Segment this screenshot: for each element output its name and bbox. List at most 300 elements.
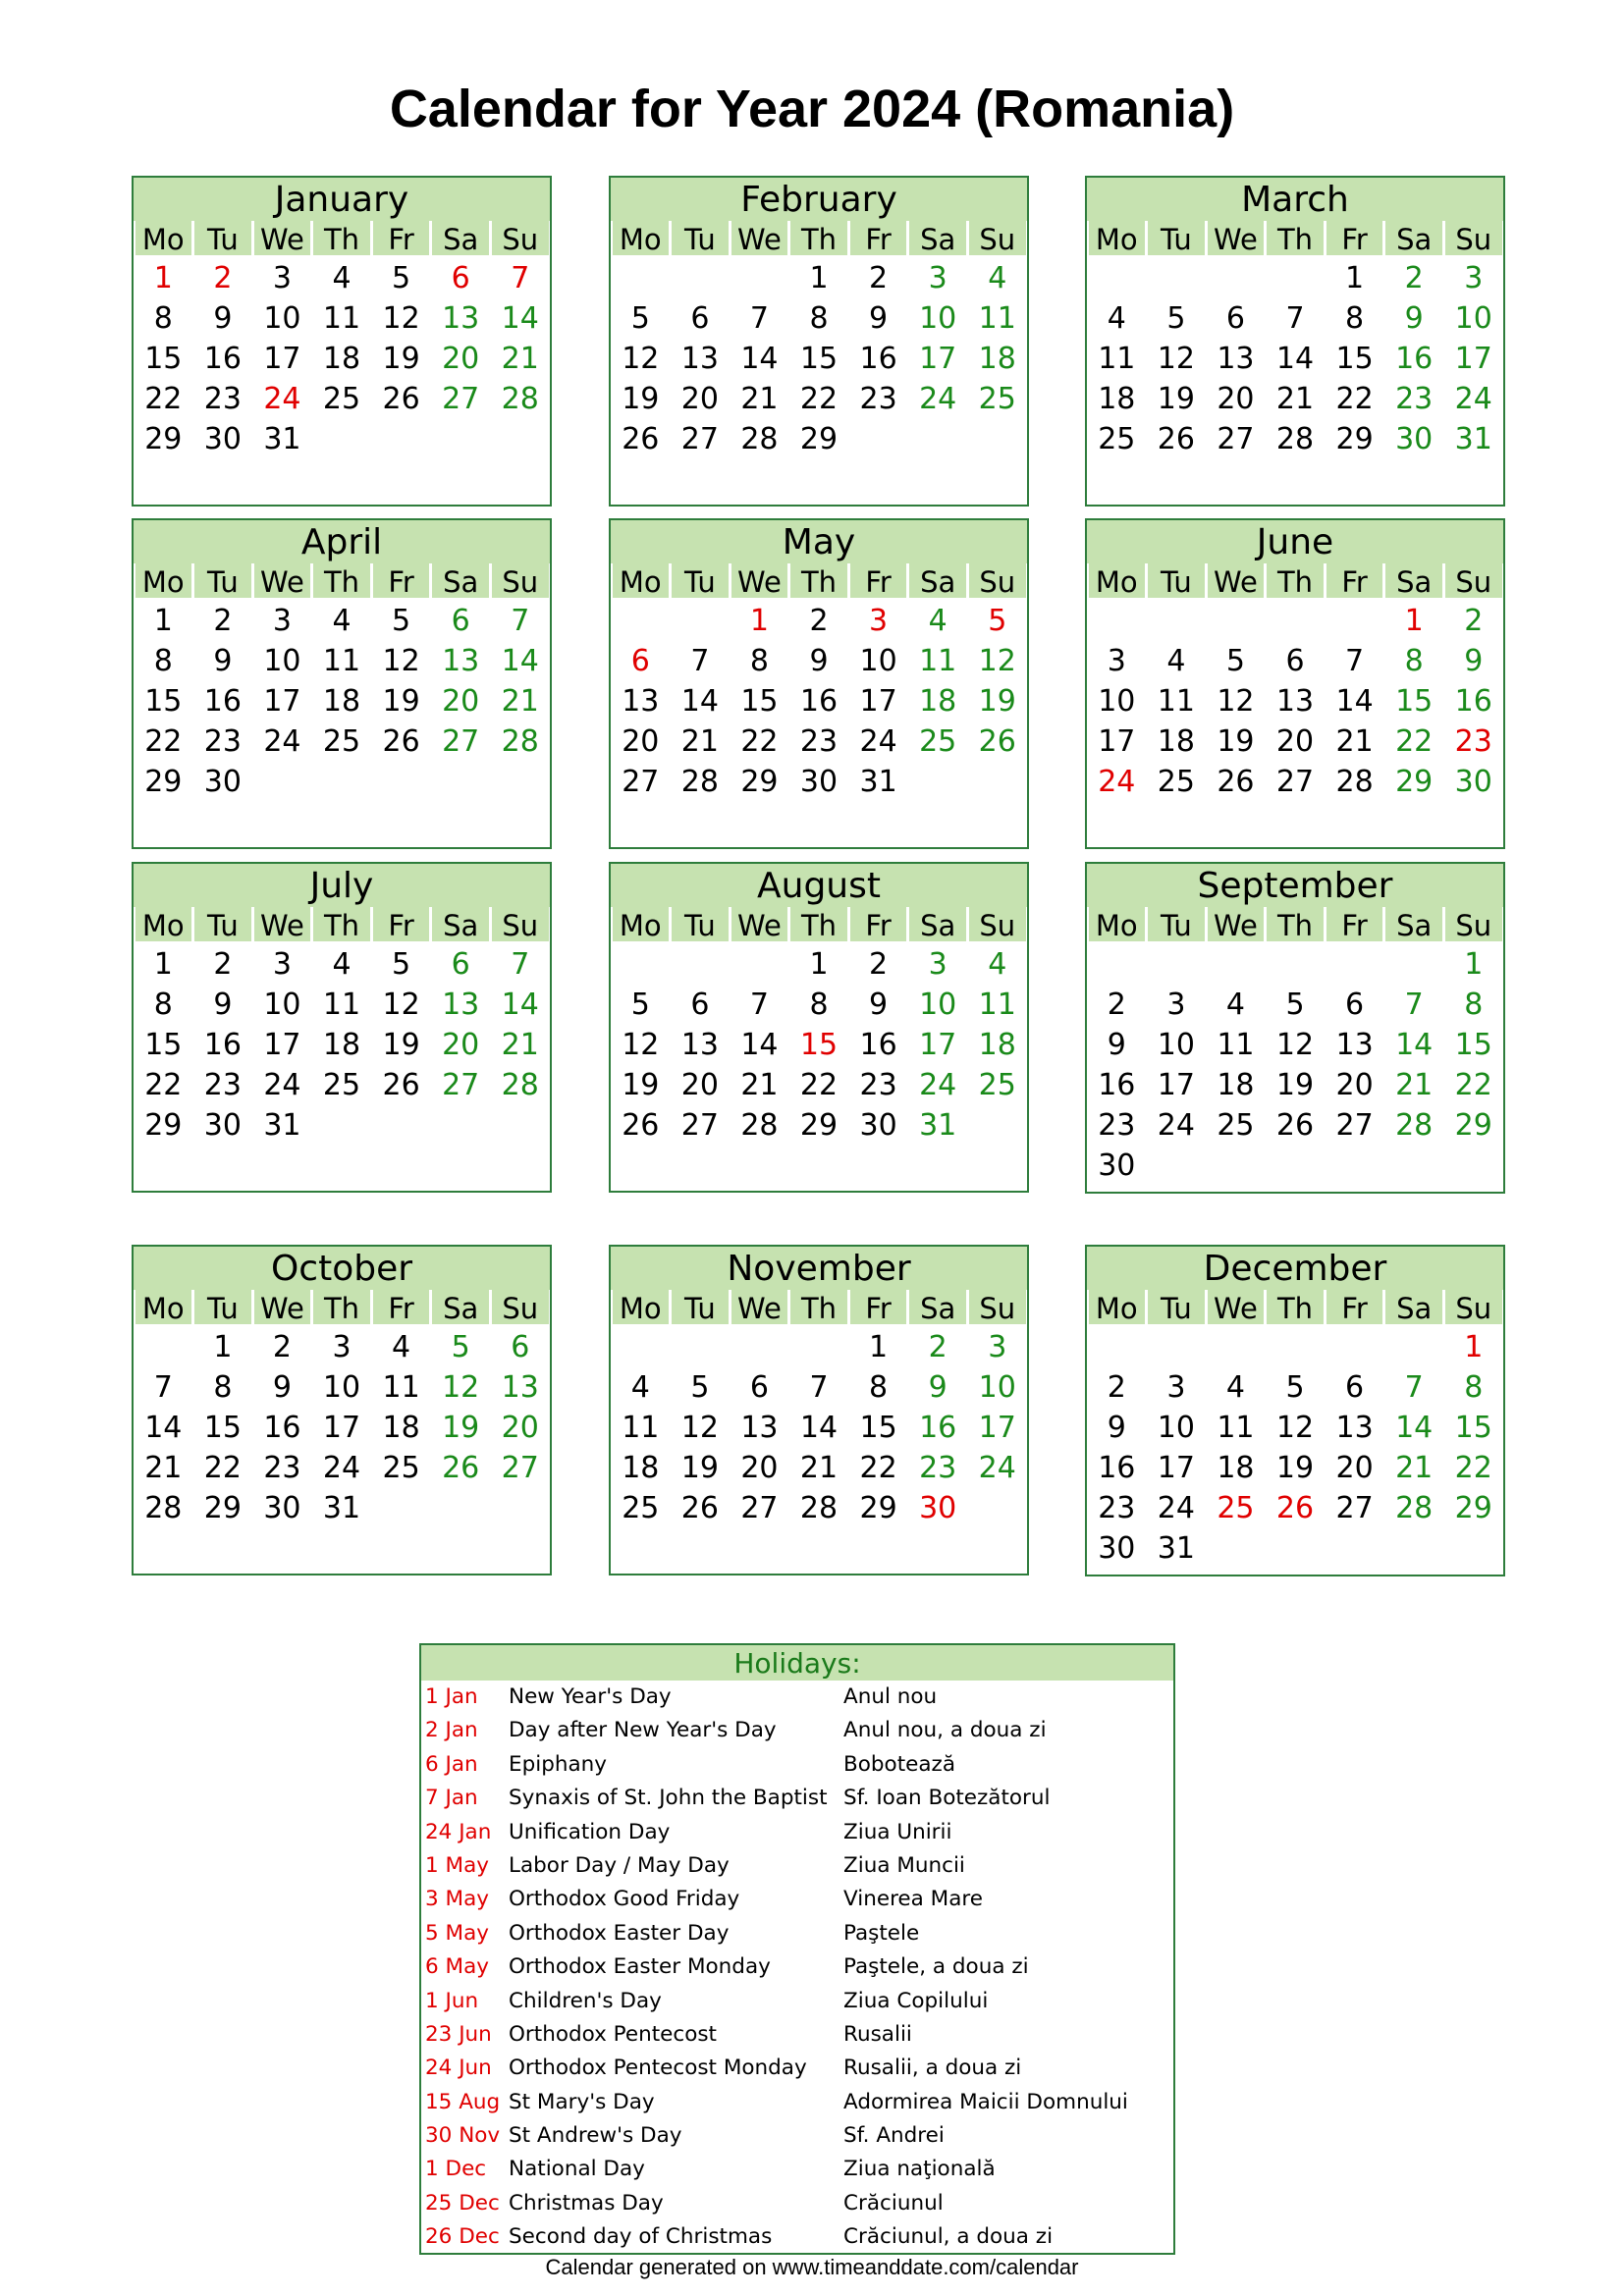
weekday-label: Sa [432,221,489,255]
day-cell: 10 [919,301,957,336]
weekday-label: We [731,563,788,598]
day-cell: 13 [442,988,480,1022]
weekday-label: Su [969,221,1026,255]
weekday-header [611,1290,1027,1327]
footer-credit: Calendar generated on www.timeanddate.com/calendar [545,2255,1079,2279]
weekday-label: We [731,907,788,941]
weekday-label: Mo [613,221,670,255]
day-cell: 17 [1098,724,1136,759]
day-cell: 9 [213,988,233,1022]
day-cell: 6 [1225,301,1245,336]
weekday-header [1087,563,1503,601]
week-row [1087,944,1503,985]
week-row [611,641,1027,681]
empty-cell [1206,1528,1266,1569]
day-cell: 18 [382,1411,420,1445]
day-cell: 10 [1098,684,1136,719]
week-row [1087,1528,1503,1569]
day-cell: 14 [1395,1028,1434,1062]
day-cell: 17 [919,342,957,376]
empty-cell [1087,944,1147,985]
week-row [611,258,1027,298]
day-cell: 13 [1217,342,1255,376]
holiday-local-name: Paştele [843,1920,920,1946]
day-cell: 29 [144,1108,183,1143]
month-name: July [134,864,550,907]
weekday-label: Su [492,221,549,255]
day-cell: 14 [740,1028,779,1062]
weekday-label: Mo [135,563,192,598]
weekday-label: Mo [613,907,670,941]
holiday-row [421,1681,1173,1714]
day-cell: 25 [322,382,361,416]
day-cell: 26 [382,1068,420,1102]
day-cell: 3 [928,947,947,982]
day-cell: 25 [1217,1491,1255,1525]
month-october [132,1245,552,1575]
holiday-row [421,1816,1173,1849]
day-cell: 4 [988,947,1007,982]
month-name: September [1087,864,1503,907]
day-cell: 24 [1157,1108,1195,1143]
weekday-label: Th [790,221,847,255]
day-cell: 11 [322,988,361,1022]
month-april [132,518,552,849]
week-row [611,1025,1027,1065]
week-row [1087,721,1503,762]
holiday-date: 3 May [425,1887,489,1912]
empty-cell [1266,1146,1326,1186]
holiday-name: Children's Day [509,1988,662,2013]
week-row [134,985,550,1025]
day-cell: 21 [144,1451,183,1485]
weekday-label: Tu [1148,221,1205,255]
empty-cell [848,419,908,459]
day-cell: 1 [213,1330,233,1364]
day-cell: 22 [1335,382,1374,416]
day-cell: 22 [144,382,183,416]
month-march [1085,176,1505,507]
holiday-name: Synaxis of St. John the Baptist [509,1786,828,1811]
day-cell: 24 [978,1451,1016,1485]
weekday-label: Sa [432,1290,489,1324]
weekday-label: Su [1445,221,1502,255]
weekday-header [134,221,550,258]
day-cell: 10 [263,301,301,336]
day-cell: 2 [1404,261,1424,295]
holiday-date: 7 Jan [425,1786,478,1811]
day-cell: 9 [1107,1411,1126,1445]
week-row [134,1065,550,1105]
weekday-label: We [254,1290,311,1324]
week-row [611,1065,1027,1105]
day-cell: 14 [680,684,719,719]
week-row [134,1327,550,1367]
empty-cell [730,1327,789,1367]
day-cell: 30 [919,1491,957,1525]
weekday-label: Sa [1385,563,1442,598]
day-cell: 31 [859,765,897,799]
day-cell: 13 [442,301,480,336]
day-cell: 26 [680,1491,719,1525]
day-cell: 21 [501,342,539,376]
day-cell: 10 [1157,1028,1195,1062]
day-cell: 8 [153,644,173,678]
day-cell: 19 [1275,1068,1315,1102]
weekday-label: Tu [1148,563,1205,598]
holiday-row [421,1985,1173,2018]
day-cell: 29 [740,765,779,799]
weekday-label: Tu [194,1290,251,1324]
day-cell: 9 [1107,1028,1126,1062]
empty-cell [1266,258,1326,298]
month-name: November [611,1247,1027,1290]
day-cell: 27 [1275,765,1315,799]
holiday-rows [421,1681,1173,2255]
day-cell: 29 [799,1108,839,1143]
holiday-row [421,1714,1173,1747]
weekday-header [1087,1290,1503,1327]
weekday-label: Su [1445,563,1502,598]
weekday-label: Su [969,1290,1026,1324]
week-row [134,1105,550,1146]
day-cell: 3 [272,947,292,982]
day-cell: 1 [153,947,173,982]
weekday-label: Sa [1385,221,1442,255]
holiday-local-name: Ziua Copilului [843,1988,989,2013]
day-cell: 27 [442,382,480,416]
holiday-date: 1 Dec [425,2157,487,2182]
day-cell: 9 [1464,644,1484,678]
day-cell: 31 [1454,422,1492,456]
day-cell: 15 [144,342,183,376]
day-cell: 19 [978,684,1016,719]
day-cell: 7 [153,1370,173,1405]
day-cell: 28 [1395,1491,1434,1525]
month-spacer [1087,459,1503,505]
day-cell: 4 [1166,644,1186,678]
empty-cell [431,1488,491,1528]
day-cell: 27 [680,422,719,456]
day-cell: 6 [451,261,470,295]
holiday-date: 26 Dec [425,2224,500,2250]
weekday-label: Th [1267,907,1324,941]
day-cell: 12 [382,644,420,678]
day-cell: 23 [799,724,839,759]
day-cell: 29 [1454,1108,1492,1143]
day-cell: 15 [859,1411,897,1445]
month-september [1085,862,1505,1194]
day-cell: 20 [442,342,480,376]
empty-cell [312,419,372,459]
day-cell: 28 [144,1491,183,1525]
day-cell: 18 [322,342,361,376]
day-cell: 20 [622,724,660,759]
day-cell: 3 [1166,1370,1186,1405]
weekday-label: Sa [432,907,489,941]
day-cell: 26 [382,724,420,759]
day-cell: 30 [859,1108,897,1143]
day-cell: 14 [144,1411,183,1445]
holidays-table [419,1643,1175,2255]
day-cell: 30 [1098,1148,1136,1183]
day-cell: 5 [1285,1370,1305,1405]
weekday-header [134,1290,550,1327]
day-cell: 15 [799,342,839,376]
month-spacer [611,802,1027,847]
day-cell: 5 [392,604,411,638]
empty-cell [312,762,372,802]
week-row [611,1488,1027,1528]
empty-cell [1206,601,1266,641]
day-cell: 31 [263,422,301,456]
day-cell: 22 [144,1068,183,1102]
day-cell: 13 [501,1370,539,1405]
holiday-row [421,1782,1173,1815]
day-cell: 3 [1166,988,1186,1022]
holiday-local-name: Vinerea Mare [843,1887,983,1912]
day-cell: 6 [1345,1370,1365,1405]
day-cell: 22 [1395,724,1434,759]
weekday-label: Mo [1089,563,1146,598]
day-cell: 12 [382,988,420,1022]
weekday-label: Fr [1326,563,1383,598]
holiday-name: National Day [509,2157,645,2182]
weekday-label: Su [969,563,1026,598]
weekday-label: Tu [672,563,729,598]
day-cell: 19 [680,1451,719,1485]
weekday-label: Th [790,563,847,598]
empty-cell [730,944,789,985]
weekday-label: We [731,221,788,255]
week-row [134,681,550,721]
day-cell: 26 [442,1451,480,1485]
day-cell: 22 [203,1451,242,1485]
day-cell: 25 [1217,1108,1255,1143]
day-cell: 10 [1157,1411,1195,1445]
weekday-header [1087,221,1503,258]
month-spacer [611,1528,1027,1574]
day-cell: 9 [869,301,889,336]
holiday-date: 15 Aug [425,2089,501,2114]
day-cell: 31 [322,1491,361,1525]
day-cell: 19 [382,684,420,719]
empty-cell [967,419,1027,459]
page-title: Calendar for Year 2024 (Romania) [389,80,1235,138]
empty-cell [1384,944,1444,985]
week-row [1087,1488,1503,1528]
day-cell: 22 [799,1068,839,1102]
holiday-local-name: Ziua naţională [843,2157,996,2182]
day-cell: 16 [1098,1451,1136,1485]
holiday-date: 6 Jan [425,1751,478,1777]
week-row [1087,1146,1503,1186]
empty-cell [1147,944,1207,985]
holiday-date: 1 Jun [425,1988,479,2013]
empty-cell [730,258,789,298]
day-cell: 3 [1464,261,1484,295]
weekday-label: Fr [1326,1290,1383,1324]
empty-cell [671,601,731,641]
day-cell: 9 [869,988,889,1022]
holiday-row [421,1950,1173,1984]
empty-cell [1266,1528,1326,1569]
day-cell: 3 [272,261,292,295]
holiday-date: 1 May [425,1852,489,1878]
empty-cell [431,1105,491,1146]
day-cell: 9 [272,1370,292,1405]
day-cell: 19 [1217,724,1255,759]
weekday-label: Th [313,907,370,941]
day-cell: 10 [978,1370,1016,1405]
month-november [609,1245,1029,1575]
month-spacer [134,1528,550,1574]
day-cell: 3 [988,1330,1007,1364]
weekday-label: We [254,907,311,941]
day-cell: 25 [382,1451,420,1485]
day-cell: 2 [213,947,233,982]
month-name: October [134,1247,550,1290]
day-cell: 23 [1098,1108,1136,1143]
weekday-label: Fr [373,221,430,255]
weekday-label: We [1208,907,1265,941]
holiday-name: St Mary's Day [509,2089,655,2114]
day-cell: 10 [322,1370,361,1405]
weekday-label: Fr [1326,907,1383,941]
day-cell: 6 [1285,644,1305,678]
day-cell: 2 [1107,1370,1126,1405]
empty-cell [1087,601,1147,641]
week-row [1087,1105,1503,1146]
weekday-label: Th [1267,1290,1324,1324]
day-cell: 24 [1098,765,1136,799]
empty-cell [490,419,550,459]
empty-cell [908,762,968,802]
day-cell: 11 [1217,1411,1255,1445]
weekday-label: Th [313,221,370,255]
month-name: June [1087,520,1503,563]
day-cell: 17 [1454,342,1492,376]
empty-cell [611,1327,671,1367]
empty-cell [611,601,671,641]
empty-cell [1087,1327,1147,1367]
day-cell: 13 [680,342,719,376]
weekday-label: Th [790,1290,847,1324]
weekday-label: Fr [373,907,430,941]
day-cell: 7 [749,301,769,336]
weekday-label: Su [492,1290,549,1324]
week-row [1087,1408,1503,1448]
day-cell: 4 [1225,988,1245,1022]
week-row [134,721,550,762]
day-cell: 5 [630,988,650,1022]
day-cell: 14 [501,644,539,678]
empty-cell [1325,944,1384,985]
week-row [1087,419,1503,459]
empty-cell [1266,601,1326,641]
day-cell: 20 [442,684,480,719]
empty-cell [908,419,968,459]
day-cell: 2 [928,1330,947,1364]
weekday-label: Sa [909,907,966,941]
day-cell: 11 [978,301,1016,336]
day-cell: 23 [1395,382,1434,416]
week-row [611,1327,1027,1367]
day-cell: 12 [978,644,1016,678]
empty-cell [967,1488,1027,1528]
day-cell: 19 [622,382,660,416]
day-cell: 23 [203,382,242,416]
day-cell: 2 [213,604,233,638]
empty-cell [611,258,671,298]
empty-cell [490,1488,550,1528]
day-cell: 8 [153,988,173,1022]
day-cell: 18 [978,1028,1016,1062]
day-cell: 30 [203,422,242,456]
empty-cell [1206,1327,1266,1367]
day-cell: 16 [919,1411,957,1445]
week-row [611,601,1027,641]
holiday-date: 24 Jan [425,1819,492,1844]
month-name: April [134,520,550,563]
weekday-label: We [1208,221,1265,255]
day-cell: 1 [1404,604,1424,638]
day-cell: 22 [1454,1451,1492,1485]
day-cell: 8 [1345,301,1365,336]
day-cell: 17 [263,342,301,376]
empty-cell [371,1488,431,1528]
week-row [1087,681,1503,721]
weekday-label: Sa [909,221,966,255]
day-cell: 17 [263,684,301,719]
empty-cell [252,762,312,802]
day-cell: 4 [392,1330,411,1364]
day-cell: 6 [451,604,470,638]
day-cell: 28 [501,382,539,416]
holiday-local-name: Anul nou [843,1684,938,1709]
week-row [134,641,550,681]
week-row [1087,1025,1503,1065]
day-cell: 21 [1395,1068,1434,1102]
holiday-name: Orthodox Pentecost [509,2021,717,2047]
day-cell: 13 [1335,1411,1374,1445]
day-cell: 3 [272,604,292,638]
week-row [134,258,550,298]
month-spacer [1087,802,1503,847]
day-cell: 31 [1157,1531,1195,1566]
holiday-local-name: Bobotează [843,1751,955,1777]
day-cell: 7 [749,988,769,1022]
day-cell: 22 [799,382,839,416]
empty-cell [1206,1146,1266,1186]
week-row [611,944,1027,985]
day-cell: 2 [272,1330,292,1364]
empty-cell [1147,258,1207,298]
day-cell: 10 [263,644,301,678]
day-cell: 22 [144,724,183,759]
day-cell: 18 [919,684,957,719]
holiday-row [421,1748,1173,1782]
day-cell: 29 [1335,422,1374,456]
week-row [134,601,550,641]
day-cell: 25 [919,724,957,759]
empty-cell [1384,1327,1444,1367]
week-row [134,379,550,419]
day-cell: 18 [1098,382,1136,416]
weekday-label: Fr [1326,221,1383,255]
day-cell: 29 [799,422,839,456]
empty-cell [1325,1528,1384,1569]
